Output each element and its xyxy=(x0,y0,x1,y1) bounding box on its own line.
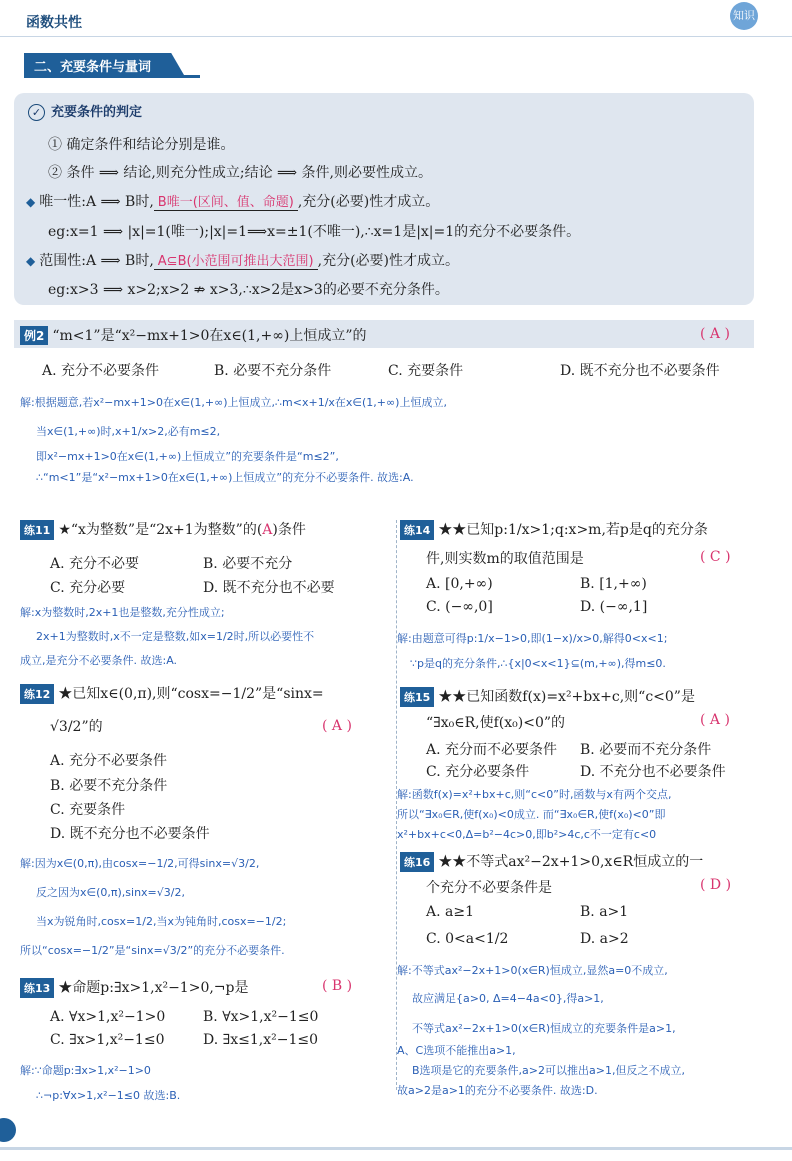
concept-line: eg:x>3 ⟹ x>2;x>2 ⇏ x>3,∴x>2是x>3的必要不充分条件。 xyxy=(48,282,449,298)
option: D. 不充分也不必要条件 xyxy=(580,764,726,780)
option: D. 既不充分也不必要条件 xyxy=(560,363,720,379)
option: C. (−∞,0] xyxy=(426,599,493,615)
option: C. 充分必要 xyxy=(50,580,126,596)
solution-line: 解:∵命题p:∃x>1,x²−1>0 xyxy=(20,1064,151,1077)
concept-line: ② 条件 ⟹ 结论,则充分性成立;结论 ⟹ 条件,则必要性成立。 xyxy=(48,165,433,181)
option: C. 充要条件 xyxy=(388,363,464,379)
option: C. 充分必要条件 xyxy=(426,764,530,780)
solution-line: 解:因为x∈(0,π),由cosx=−1/2,可得sinx=√3/2, xyxy=(20,857,260,870)
option: A. a≥1 xyxy=(426,904,474,920)
practice-answer: ( D ) xyxy=(700,877,732,893)
section-title: 二、充要条件与量词 xyxy=(34,60,152,75)
practice-question: 练11 ★“x为整数”是“2x+1为整数”的(A)条件 xyxy=(20,519,306,540)
concept-line: ◆ 范围性:A ⟹ B时, A⊆B(小范围可推出大范围) ,充分(必要)性才成立。 xyxy=(26,253,460,269)
solution-line: 解:x为整数时,2x+1也是整数,充分性成立; xyxy=(20,606,225,619)
option: B. a>1 xyxy=(580,904,629,920)
solution-line: 故a>2是a>1的充分不必要条件. 故选:D. xyxy=(397,1084,598,1097)
example-badge: 例2 xyxy=(20,326,48,345)
practice-answer: ( A ) xyxy=(322,718,352,734)
practice-question: 练12 ★已知x∈(0,π),则“cosx=−1/2”是“sinx= xyxy=(20,683,324,704)
solution-line: A、C选项不能推出a>1, xyxy=(397,1044,516,1057)
practice-question-cont: 件,则实数m的取值范围是 xyxy=(426,551,584,567)
option: A. [0,+∞) xyxy=(426,576,493,592)
practice-badge: 练13 xyxy=(20,978,54,998)
option: B. 必要不充分 xyxy=(203,556,293,572)
option: D. 既不充分也不必要 xyxy=(203,580,335,596)
section-banner xyxy=(24,53,196,79)
option: B. 必要不充分条件 xyxy=(50,778,168,794)
header-divider xyxy=(0,36,792,37)
practice-question: 练16 ★★不等式ax²−2x+1>0,x∈R恒成立的一 xyxy=(400,851,703,872)
option: A. 充分不必要条件 xyxy=(50,753,168,769)
practice-question-cont: √3/2”的 xyxy=(50,719,103,735)
concept-line: eg:x=1 ⟹ |x|=1(唯一);|x|=1⟹x=±1(不唯一),∴x=1是|x|=1的充分不必要条件。 xyxy=(48,224,581,240)
solution-line: 即x²−mx+1>0在x∈(1,+∞)上恒成立”的充要条件是“m≤2”, xyxy=(36,450,339,463)
page-header-title: 函数共性 xyxy=(26,15,82,31)
practice-badge: 练16 xyxy=(400,852,434,872)
solution-line: 解:不等式ax²−2x+1>0(x∈R)恒成立,显然a=0不成立, xyxy=(397,964,668,977)
option: D. a>2 xyxy=(580,931,629,947)
practice-badge: 练11 xyxy=(20,520,54,540)
option: B. 必要而不充分条件 xyxy=(580,742,712,758)
option: A. ∀x>1,x²−1>0 xyxy=(50,1009,166,1025)
option: B. [1,+∞) xyxy=(580,576,647,592)
practice-question: 练15 ★★已知函数f(x)=x²+bx+c,则“c<0”是 xyxy=(400,686,695,707)
practice-badge: 练15 xyxy=(400,687,434,707)
solution-line: 反之因为x∈(0,π),sinx=√3/2, xyxy=(36,886,185,899)
solution-line: 当x∈(1,+∞)时,x+1/x>2,必有m≤2, xyxy=(36,425,221,438)
solution-line: x²+bx+c<0,Δ=b²−4c>0,即b²>4c,c不一定有c<0 xyxy=(397,828,657,841)
solution-line: ∴“m<1”是“x²−mx+1>0在x∈(1,+∞)上恒成立”的充分不必要条件. 故选:A. xyxy=(36,471,414,484)
option: C. 充要条件 xyxy=(50,802,126,818)
practice-answer: ( B ) xyxy=(322,978,353,994)
solution-line: 成立,是充分不必要条件. 故选:A. xyxy=(20,654,178,667)
solution-line: 当x为锐角时,cosx=1/2,当x为钝角时,cosx=−1/2; xyxy=(36,915,287,928)
concept-line: ① 确定条件和结论分别是谁。 xyxy=(48,137,235,153)
option: D. ∃x≤1,x²−1≤0 xyxy=(203,1032,318,1048)
practice-answer: ( C ) xyxy=(700,549,731,565)
fill-blank-answer: A⊆B(小范围可推出大范围) xyxy=(154,254,318,270)
option: C. ∃x>1,x²−1≤0 xyxy=(50,1032,165,1048)
option: A. 充分不必要条件 xyxy=(42,363,160,379)
solution-line: 解:由题意可得p:1/x−1>0,即(1−x)/x>0,解得0<x<1; xyxy=(397,632,668,645)
practice-question: 练13 ★命题p:∃x>1,x²−1>0,¬p是 xyxy=(20,977,249,998)
practice-question-cont: 个充分不必要条件是 xyxy=(426,880,552,896)
option: B. ∀x>1,x²−1≤0 xyxy=(203,1009,319,1025)
solution-line: ∴¬p:∀x>1,x²−1≤0 故选:B. xyxy=(36,1089,181,1102)
example-answer: ( A ) xyxy=(700,326,730,342)
column-divider xyxy=(396,520,397,1090)
solution-line: 解:函数f(x)=x²+bx+c,则“c<0”时,函数与x有两个交点, xyxy=(397,788,672,801)
option: B. 必要不充分条件 xyxy=(214,363,332,379)
solution-line: 解:根据题意,若x²−mx+1>0在x∈(1,+∞)上恒成立,∴m<x+1/x在x∈(1,+∞)上恒成立, xyxy=(20,396,447,409)
option: A. 充分不必要 xyxy=(50,556,140,572)
solution-line: 所以“cosx=−1/2”是“sinx=√3/2”的充分不必要条件. xyxy=(20,944,285,957)
option: D. 既不充分也不必要条件 xyxy=(50,826,210,842)
page-number-marker xyxy=(0,1118,16,1142)
option: C. 0<a<1/2 xyxy=(426,931,509,947)
practice-badge: 练12 xyxy=(20,684,54,704)
fill-blank-answer: B唯一(区间、值、命题) xyxy=(154,195,298,211)
example-question: 例2 “m<1”是“x²−mx+1>0在x∈(1,+∞)上恒成立”的 xyxy=(20,325,367,345)
practice-question: 练14 ★★已知p:1/x>1;q:x>m,若p是q的充分条 xyxy=(400,519,708,540)
corner-logo: 知识 xyxy=(730,2,758,30)
solution-line: ∵p是q的充分条件,∴{x|0<x<1}⊆(m,+∞),得m≤0. xyxy=(410,657,666,670)
practice-badge: 练14 xyxy=(400,520,434,540)
solution-line: B选项是它的充要条件,a>2可以推出a>1,但反之不成立, xyxy=(412,1064,685,1077)
option: A. 充分而不必要条件 xyxy=(426,742,558,758)
checkmark-icon: ✓ xyxy=(28,104,45,121)
solution-line: 故应满足{a>0, Δ=4−4a<0},得a>1, xyxy=(412,992,604,1005)
concept-heading: ✓ 充要条件的判定 xyxy=(28,101,142,121)
diamond-icon: ◆ xyxy=(26,195,36,209)
option: D. (−∞,1] xyxy=(580,599,648,615)
solution-line: 2x+1为整数时,x不一定是整数,如x=1/2时,所以必要性不 xyxy=(36,630,315,643)
practice-question-cont: “∃x₀∈R,使f(x₀)<0”的 xyxy=(426,715,566,731)
practice-answer: ( A ) xyxy=(700,712,730,728)
solution-line: 不等式ax²−2x+1>0(x∈R)恒成立的充要条件是a>1, xyxy=(412,1022,676,1035)
solution-line: 所以“∃x₀∈R,使f(x₀)<0成立. 而“∃x₀∈R,使f(x₀)<0”即 xyxy=(397,808,666,821)
footer-divider xyxy=(0,1147,792,1150)
diamond-icon: ◆ xyxy=(26,254,36,268)
concept-line: ◆ 唯一性:A ⟹ B时, B唯一(区间、值、命题) ,充分(必要)性才成立。 xyxy=(26,194,440,210)
